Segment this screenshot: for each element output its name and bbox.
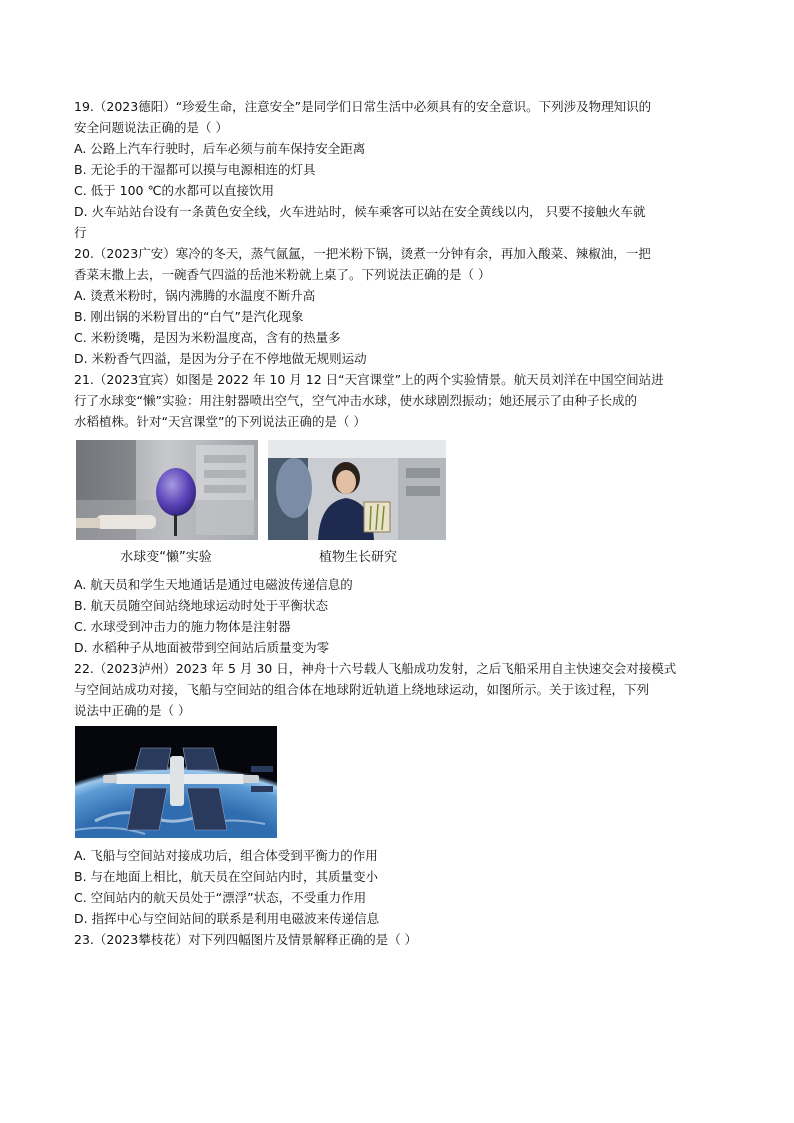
water-ball-caption: 水球变“懒”实验 bbox=[120, 550, 212, 565]
q20-stem-line2: 香菜末撒上去，一碗香气四溢的岳池米粉就上桌了。下列说法正确的是（ ） bbox=[74, 267, 491, 282]
water-ball-photo bbox=[76, 440, 258, 540]
space-station-photo bbox=[75, 726, 277, 838]
q22-stem-line3: 说法中正确的是（ ） bbox=[74, 703, 191, 718]
q21-option-b: B. 航天员随空间站绕地球运动时处于平衡状态 bbox=[74, 598, 329, 613]
q22-option-b: B. 与在地面上相比，航天员在空间站内时，其质量变小 bbox=[74, 869, 379, 884]
q22-option-a: A. 飞船与空间站对接成功后，组合体受到平衡力的作用 bbox=[74, 848, 378, 863]
q19-option-b: B. 无论手的干湿都可以摸与电源相连的灯具 bbox=[74, 162, 316, 177]
q19-stem-line1: 19.（2023德阳）“珍爱生命，注意安全”是同学们日常生活中必须具有的安全意识。下列涉及物理知识的 bbox=[74, 99, 652, 114]
plant-growth-photo bbox=[268, 440, 446, 540]
q19-option-d-line1: D. 火车站站台设有一条黄色安全线，火车进站时，候车乘客可以站在安全黄线以内， 只要不接触火车就 bbox=[74, 204, 646, 219]
q20-option-c: C. 米粉烫嘴，是因为米粉温度高，含有的热量多 bbox=[74, 330, 341, 345]
q22-option-d: D. 指挥中心与空间站间的联系是利用电磁波来传递信息 bbox=[74, 911, 380, 926]
water-ball-illustration bbox=[76, 440, 258, 540]
q19-option-d-line2: 行 bbox=[74, 225, 87, 240]
q21-stem-line2: 行了水球变“懒”实验：用注射器喷出空气，空气冲击水球，使水球剧烈振动；她还展示了由种子长成的 bbox=[74, 393, 637, 408]
q23-stem-line1: 23.（2023攀枝花）对下列四幅图片及情景解释正确的是（ ） bbox=[74, 932, 418, 947]
q22-stem-line2: 与空间站成功对接，飞船与空间站的组合体在地球附近轨道上绕地球运动，如图所示。关于该过程，下列 bbox=[74, 682, 650, 697]
q20-option-a: A. 烫煮米粉时，锅内沸腾的水温度不断升高 bbox=[74, 288, 316, 303]
q20-option-b: B. 刚出锅的米粉冒出的“白气”是汽化现象 bbox=[74, 309, 304, 324]
q21-option-d: D. 水稻种子从地面被带到空间站后质量变为零 bbox=[74, 640, 330, 655]
q21-option-a: A. 航天员和学生天地通话是通过电磁波传递信息的 bbox=[74, 577, 353, 592]
q19-option-c: C. 低于 100 ℃的水都可以直接饮用 bbox=[74, 183, 275, 198]
q21-stem-line1: 21.（2023宜宾）如图是 2022 年 10 月 12 日“天宫课堂”上的两个实验情景。航天员刘洋在中国空间站进 bbox=[74, 372, 664, 387]
q22-stem-line1: 22.（2023泸州）2023 年 5 月 30 日，神舟十六号载人飞船成功发射，之后飞船采用自主快速交会对接模式 bbox=[74, 661, 677, 676]
plant-growth-caption: 植物生长研究 bbox=[318, 550, 397, 565]
q20-stem-line1: 20.（2023广安）寒冷的冬天，蒸气氤氲，一把米粉下锅，烫煮一分钟有余，再加入酸菜、辣椒油，一把 bbox=[74, 246, 651, 261]
q21-stem-line3: 水稻植株。针对“天宫课堂”的下列说法正确的是（ ） bbox=[74, 414, 366, 429]
q21-option-c: C. 水球受到冲击力的施力物体是注射器 bbox=[74, 619, 291, 634]
space-station-illustration bbox=[75, 726, 277, 838]
q19-option-a: A. 公路上汽车行驶时，后车必须与前车保持安全距离 bbox=[74, 141, 366, 156]
q19-stem-line2: 安全问题说法正确的是（ ） bbox=[74, 120, 228, 135]
plant-growth-illustration bbox=[268, 440, 446, 540]
q22-option-c: C. 空间站内的航天员处于“漂浮”状态，不受重力作用 bbox=[74, 890, 367, 905]
q20-option-d: D. 米粉香气四溢，是因为分子在不停地做无规则运动 bbox=[74, 351, 367, 366]
